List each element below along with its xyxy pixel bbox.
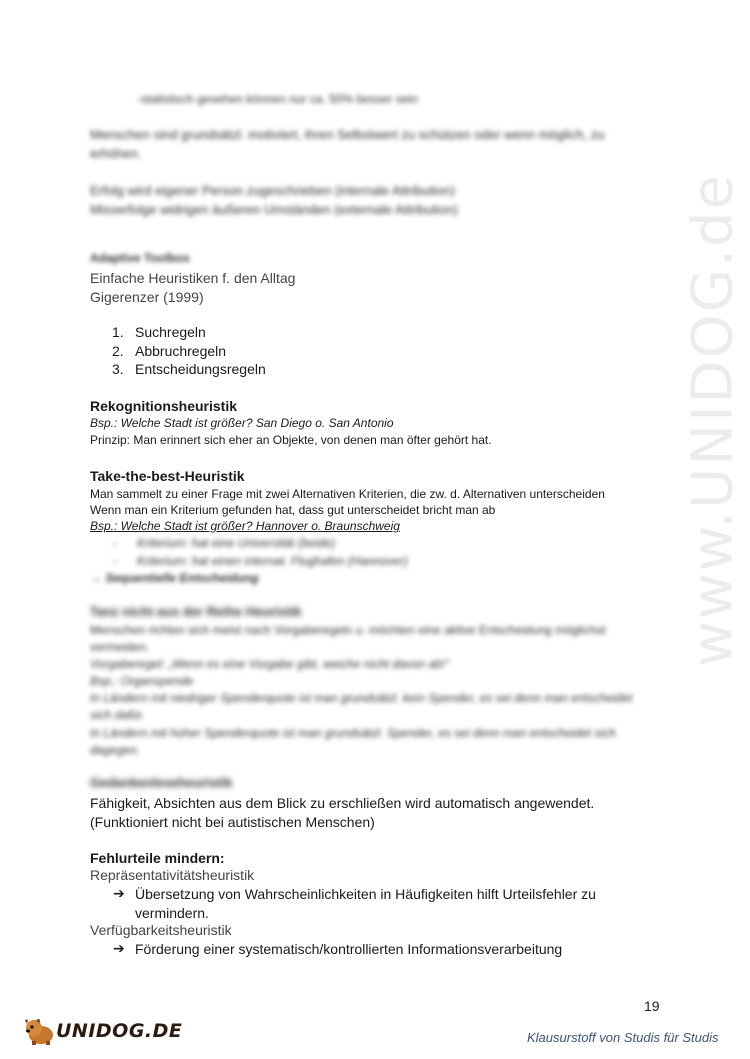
blurred-line: Menschen richten sich meist nach Vorgaberegeln u. möchten eine aktive Entscheidung möglichst	[90, 623, 606, 637]
blurred-line: Kriterium: hat einen internat. Flughafen (Hannover)	[137, 554, 408, 568]
adaptive-line: Einfache Heuristiken f. den Alltag	[90, 270, 296, 286]
bullet-text: Übersetzung von Wahrscheinlichkeiten in Häufigkeiten hilft Urteilsfehler zu	[135, 886, 596, 902]
list-number: 3.	[112, 361, 124, 377]
logo-text[interactable]: UNIDOG.DE	[56, 1020, 183, 1042]
arrow-right-icon: ➔	[113, 940, 125, 956]
blurred-heading: Tanz nicht aus der Reihe Heuristik	[90, 604, 302, 619]
section-heading: Fehlurteile mindern:	[90, 850, 225, 866]
principle-line: Prinzip: Man erinnert sich eher an Objekte, von denen man öfter gehört hat.	[90, 433, 492, 447]
blurred-line: erhöhen.	[90, 146, 142, 161]
blurred-line: Kriterium: hat eine Universität (beide)	[137, 536, 336, 550]
footer-tagline: Klausurstoff von Studis für Studis	[527, 1030, 719, 1045]
list-number: 1.	[112, 324, 124, 340]
blurred-line: Misserfolge widrigen äußeren Umständen (externale Attribution)	[90, 202, 458, 217]
blurred-line: dagegen.	[90, 743, 141, 757]
blurred-line: -statistisch gesehen können nur ca. 50% besser sein	[137, 92, 418, 106]
blurred-line: → Sequentielle Entscheidung	[90, 571, 259, 585]
body-line: Wenn man ein Kriterium gefunden hat, dass gut unterscheidet bricht man ab	[90, 503, 496, 517]
blurred-line: Erfolg wird eigener Person zugeschrieben (internale Attribution)	[90, 183, 455, 198]
adaptive-line: Gigerenzer (1999)	[90, 289, 204, 305]
watermark-text: www.UNIDOG.de	[680, 173, 746, 667]
dog-logo-icon	[22, 1016, 56, 1046]
blurred-line: In Ländern mit niedriger Spenderquote ist man grundsätzl. kein Spender, es sei denn man entscheidet	[90, 691, 633, 705]
blurred-bullet-dash: -	[113, 554, 117, 568]
page-number: 19	[644, 998, 660, 1014]
arrow-right-icon: ➔	[113, 885, 125, 901]
subheading: Verfügbarkeitsheuristik	[90, 922, 232, 938]
list-item: Abbruchregeln	[135, 343, 227, 359]
bullet-text: vermindern.	[135, 905, 209, 921]
body-line: Man sammelt zu einer Frage mit zwei Alternativen Kriterien, die zw. d. Alternativen unterscheiden	[90, 487, 605, 501]
blurred-line: Vorgaberegel: „Wenn es eine Vorgabe gibt, weiche nicht davon ab!“	[90, 657, 450, 671]
blurred-heading: Gedankenleseheuristik	[90, 775, 233, 790]
example-line: Bsp.: Welche Stadt ist größer? San Diego o. San Antonio	[90, 416, 394, 430]
bullet-text: Förderung einer systematisch/kontrollierten Informationsverarbeitung	[135, 941, 563, 957]
blurred-line: sich dafür.	[90, 708, 145, 722]
body-line: (Funktioniert nicht bei autistischen Menschen)	[90, 814, 375, 830]
blurred-bullet-dash: -	[113, 536, 117, 550]
blurred-line: vermeiden.	[90, 640, 150, 654]
list-item: Entscheidungsregeln	[135, 361, 266, 377]
blurred-line: Menschen sind grundsätzl. motiviert, ihren Selbstwert zu schützen oder wenn möglich, zu	[90, 127, 605, 142]
list-item: Suchregeln	[135, 324, 206, 340]
blurred-heading: Adaptive Toolbox	[90, 251, 190, 265]
section-heading: Take-the-best-Heuristik	[90, 468, 245, 484]
section-heading: Rekognitionsheuristik	[90, 398, 238, 414]
list-number: 2.	[112, 343, 124, 359]
subheading: Repräsentativitätsheuristik	[90, 867, 255, 883]
body-line: Fähigkeit, Absichten aus dem Blick zu erschließen wird automatisch angewendet.	[90, 795, 595, 811]
blurred-line: In Ländern mit hoher Spenderquote ist man grundsätzl. Spender, es sei denn man entscheidet sich	[90, 726, 616, 740]
example-line: Bsp.: Welche Stadt ist größer? Hannover o. Braunschweig	[90, 519, 400, 533]
blurred-line: Bsp.: Organspende	[90, 674, 194, 688]
